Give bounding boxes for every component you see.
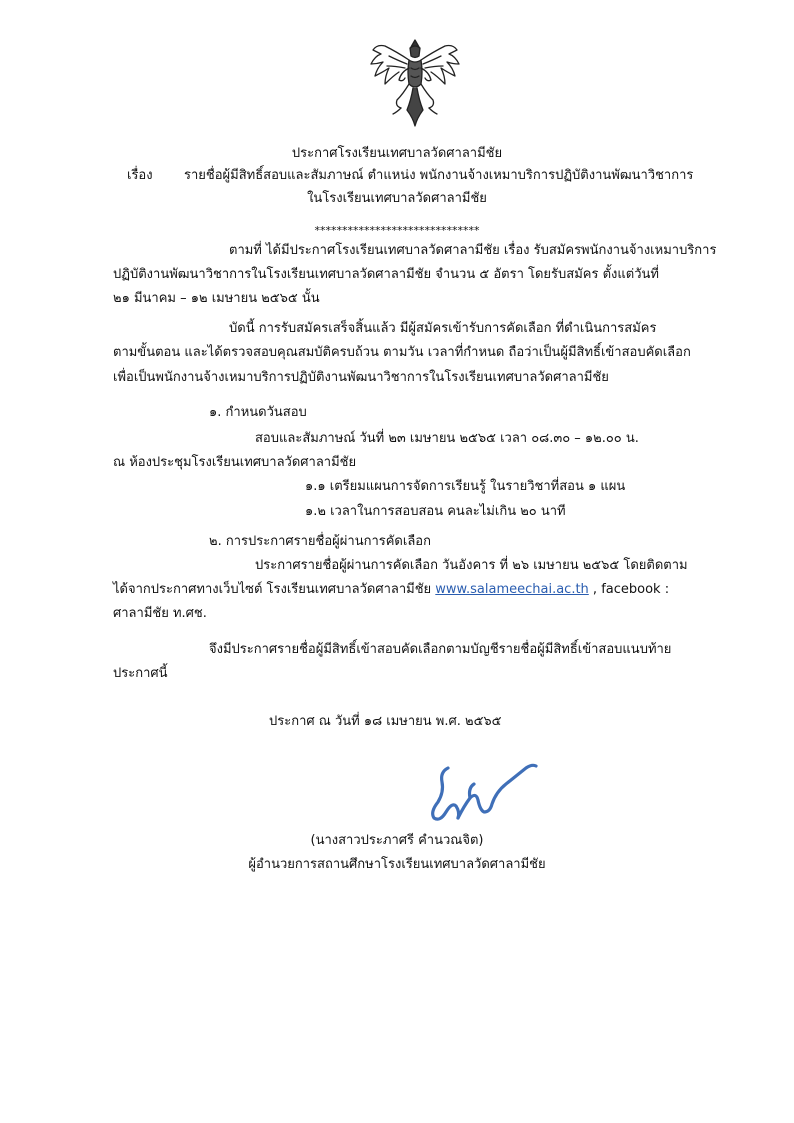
section-1-exam-datetime: สอบและสัมภาษณ์ วันที่ ๒๓ เมษายน ๒๕๖๕ เวลา ๐๘.๓๐ – ๑๒.๐๐ น. [255,431,639,446]
section-1-item-2: ๑.๒ เวลาในการสอบสอน คนละไม่เกิน ๒๐ นาที [305,504,566,519]
section-2-facebook-label: , facebook : [588,582,670,597]
paragraph-1-line-3: ๒๑ มีนาคม – ๑๒ เมษายน ๒๕๖๕ นั้น [113,291,320,306]
paragraph-1-line-1: ตามที่ ได้มีประกาศโรงเรียนเทศบาลวัดศาลามีชัย เรื่อง รับสมัครพนักงานจ้างเหมาบริการ [229,243,717,258]
section-1-location: ณ ห้องประชุมโรงเรียนเทศบาลวัดศาลามีชัย [113,455,357,470]
paragraph-2-line-1: บัดนี้ การรับสมัครเสร็จสิ้นแล้ว มีผู้สมัครเข้ารับการคัดเลือก ที่ดำเนินการสมัคร [229,321,657,336]
paragraph-1-line-2: ปฏิบัติงานพัฒนาวิชาการในโรงเรียนเทศบาลวัดศาลามีชัย จำนวน ๕ อัตรา โดยรับสมัคร ตั้งแต่วันที่ [113,267,659,282]
signature-icon [420,758,550,828]
closing-line-1: จึงมีประกาศรายชื่อผู้มีสิทธิ์เข้าสอบคัดเลือกตามบัญชีรายชื่อผู้มีสิทธิ์เข้าสอบแนบท้าย [209,642,672,657]
paragraph-2-line-2: ตามขั้นตอน และได้ตรวจสอบคุณสมบัติครบถ้วน ตามวัน เวลาที่กำหนด ถือว่าเป็นผู้มีสิทธิ์เข้าสอบคัดเลือก [113,345,691,360]
announcement-date: ประกาศ ณ วันที่ ๑๘ เมษายน พ.ศ. ๒๕๖๕ [269,714,502,729]
announcement-title: ประกาศโรงเรียนเทศบาลวัดศาลามีชัย [291,146,503,161]
signer-title: ผู้อำนวยการสถานศึกษาโรงเรียนเทศบาลวัดศาลามีชัย [248,857,546,872]
section-2-facebook-page: ศาลามีชัย ท.ศช. [113,606,207,621]
section-2-heading: ๒. การประกาศรายชื่อผู้ผ่านการคัดเลือก [209,534,431,549]
section-2-line-2 [113,581,669,599]
paragraph-2-line-3: เพื่อเป็นพนักงานจ้างเหมาบริการปฏิบัติงานพัฒนาวิชาการในโรงเรียนเทศบาลวัดศาลามีชัย [113,370,609,385]
divider-stars: ****************************** [314,224,480,237]
school-website-link[interactable]: www.salameechai.ac.th [435,582,589,597]
subject-text: รายชื่อผู้มีสิทธิ์สอบและสัมภาษณ์ ตำแหน่ง พนักงานจ้างเหมาบริการปฏิบัติงานพัฒนาวิชาการ [184,168,694,183]
closing-line-2: ประกาศนี้ [113,666,168,681]
section-1-item-1: ๑.๑ เตรียมแผนการจัดการเรียนรู้ ในรายวิชาที่สอน ๑ แผน [305,479,626,494]
garuda-emblem-icon [367,38,463,128]
section-2-line-2-text: ได้จากประกาศทางเว็บไซต์ โรงเรียนเทศบาลวัดศาลามีชัย [113,582,436,597]
subject-label: เรื่อง [127,168,153,183]
subject-text-line2: ในโรงเรียนเทศบาลวัดศาลามีชัย [307,191,487,206]
signer-name: (นางสาวประภาศรี คำนวณจิต) [310,833,484,848]
section-1-heading: ๑. กำหนดวันสอบ [209,405,307,420]
section-2-line-1: ประกาศรายชื่อผู้ผ่านการคัดเลือก วันอังคาร ที่ ๒๖ เมษายน ๒๕๖๕ โดยติดตาม [255,558,688,573]
